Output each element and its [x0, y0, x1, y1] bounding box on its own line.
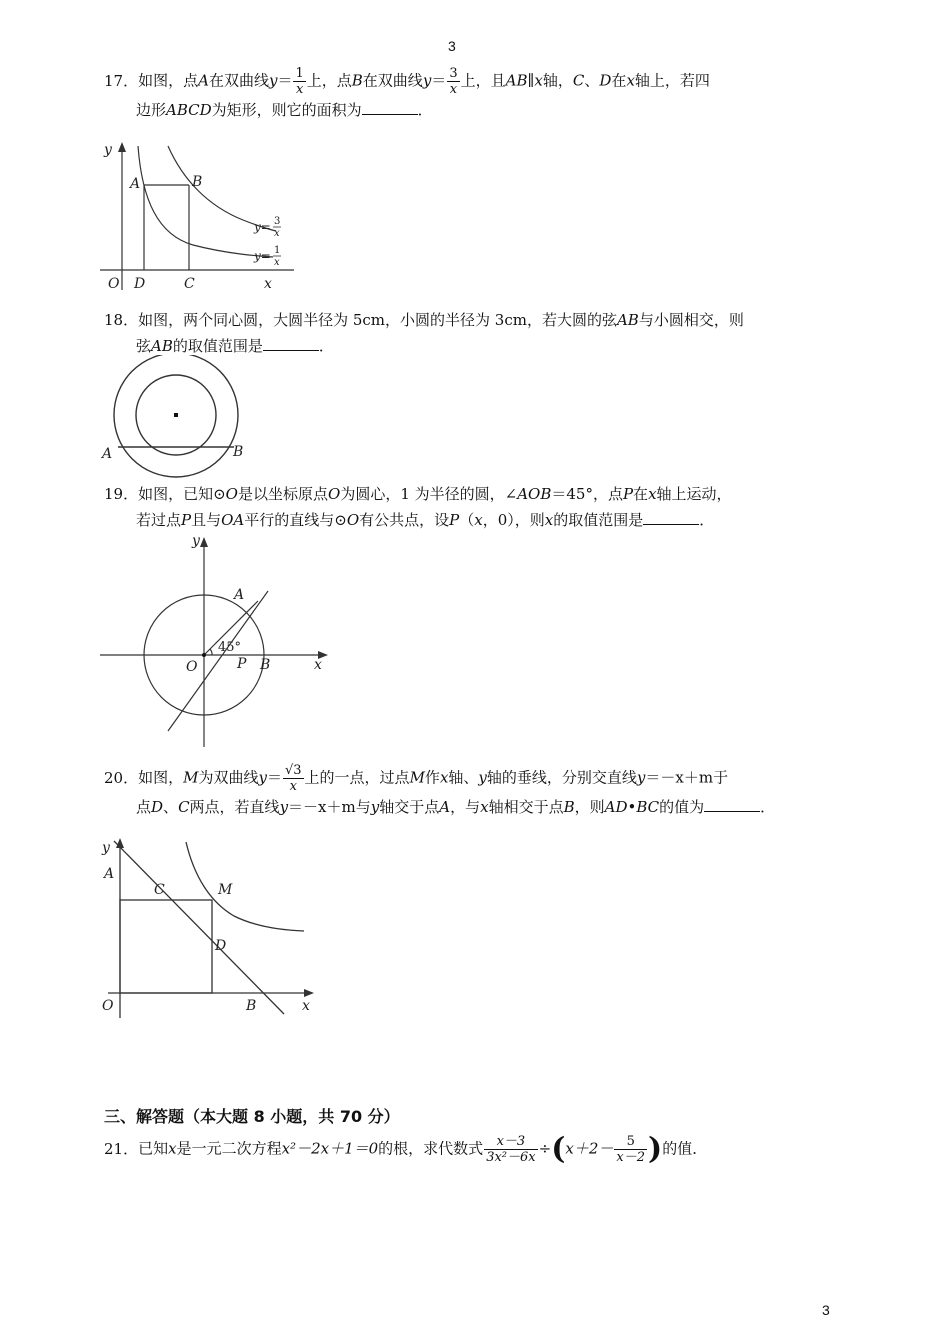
rectangle	[120, 900, 212, 993]
y-axis-arrow	[200, 537, 208, 547]
x-axis-label: x	[264, 276, 272, 292]
question-21: 21．已知x是一元二次方程x²－2x＋1＝0的根，求代数式 $\frac{x-3}{\text{3x²－6x}}$ ÷(x＋2－ $\frac{5}{x-2}$ )的值．	[104, 1131, 708, 1167]
point-C-label: C	[184, 276, 195, 292]
point-D-label: D	[134, 276, 146, 292]
point-B-label: B	[246, 998, 257, 1014]
y-axis-arrow	[116, 838, 124, 848]
point-C-label: C	[154, 882, 165, 898]
curve-y-1-over-x	[138, 146, 273, 257]
q19-figure	[96, 533, 330, 751]
point-B-label: B	[260, 657, 271, 673]
hyperbola	[186, 842, 304, 931]
line-AB	[114, 841, 284, 1014]
answer-blank	[263, 336, 319, 351]
x-axis-label: x	[314, 657, 322, 673]
q18-figure	[100, 355, 250, 480]
q17-figure	[98, 140, 298, 296]
y-axis-label: y	[104, 142, 112, 158]
curve3-y-label: y=	[254, 220, 271, 234]
point-A-label: A	[234, 587, 245, 603]
y-axis-label: y	[102, 840, 110, 856]
curve1-denominator: x	[274, 257, 280, 268]
question-20: 20．如图，M为双曲线y＝ $\frac{√3}{x}$ 上的一点，过点M作x轴、y轴的垂线，分别交直线y＝－x＋m于 点D、C两点，若直线y＝－x＋m与y轴交于点A，与x轴相交于点B，则AD•BC的值为 ．	[104, 763, 776, 816]
point-D-label: D	[215, 938, 227, 954]
origin-dot	[202, 653, 206, 657]
q20-figure	[98, 836, 320, 1022]
question-17: 17．如图，点A在双曲线y＝ $\frac{1}{x}$ 上，点B在双曲线y＝ $\frac{3}{x}$ 上，且AB∥x轴，C、D在x轴上，若四 边形ABCD为矩形，则它的面积为 ．	[104, 66, 710, 119]
curve3-denominator: x	[274, 228, 280, 239]
q19-number: 19．	[104, 485, 139, 503]
footer-page-number: 3	[822, 1302, 830, 1318]
fraction-sqrt3-over-x: $\frac{√3}{x}$	[284, 763, 302, 794]
y-axis-label: y	[192, 533, 200, 549]
origin-label: O	[108, 276, 120, 292]
point-P-label: P	[237, 656, 247, 672]
point-A-label: A	[104, 866, 115, 882]
fraction-3-over-x: $\frac{3}{x}$	[449, 66, 458, 97]
answer-blank	[704, 797, 760, 812]
question-19: 19．如图，已知⊙O是以坐标原点O为圆心，1 为半径的圆，∠AOB＝45°，点P在x轴上运动， 若过点P且与OA平行的直线与⊙O有公共点，设P（x，0），则x的取值范围是 ．	[104, 481, 814, 533]
q17-number: 17．	[104, 71, 139, 90]
fraction-1-over-x: $\frac{1}{x}$	[295, 66, 304, 97]
angle-label: 45°	[218, 640, 242, 655]
x-axis-arrow	[304, 989, 314, 997]
point-B-label: B	[192, 174, 203, 190]
x-axis-label: x	[302, 998, 310, 1014]
line-through-P	[168, 591, 271, 731]
curve-y-3-over-x	[168, 146, 276, 231]
curve3-numerator: 3	[274, 216, 281, 227]
answer-blank	[643, 510, 699, 525]
q18-number: 18．	[104, 311, 139, 329]
curve1-numerator: 1	[274, 245, 281, 256]
angle-arc	[210, 649, 212, 655]
origin-label: O	[186, 659, 198, 675]
y-axis-arrow	[118, 142, 126, 152]
header-page-number: 3	[448, 38, 456, 54]
answer-blank	[362, 100, 418, 115]
question-18: 18．如图，两个同心圆，大圆半径为 5cm，小圆的半径为 3cm，若大圆的弦AB与小圆相交，则 弦AB的取值范围是 ．	[104, 307, 814, 359]
fraction-expression-2: $\frac{5}{x-2}$	[616, 1134, 646, 1165]
curve1-y-label: y=	[254, 249, 271, 263]
q20-number: 20．	[104, 768, 139, 787]
point-B-label: B	[233, 444, 244, 460]
section-heading: 三、解答题（本大题 8 小题，共 70 分）	[104, 1107, 400, 1126]
center-point	[174, 413, 178, 417]
fraction-expression-1: $\frac{x-3}{\text{3x²－6x}}$	[486, 1134, 536, 1165]
origin-label: O	[102, 998, 114, 1014]
point-A-label: A	[102, 446, 113, 462]
q21-number: 21．	[104, 1139, 139, 1158]
point-A-label: A	[130, 176, 141, 192]
point-M-label: M	[218, 882, 233, 898]
